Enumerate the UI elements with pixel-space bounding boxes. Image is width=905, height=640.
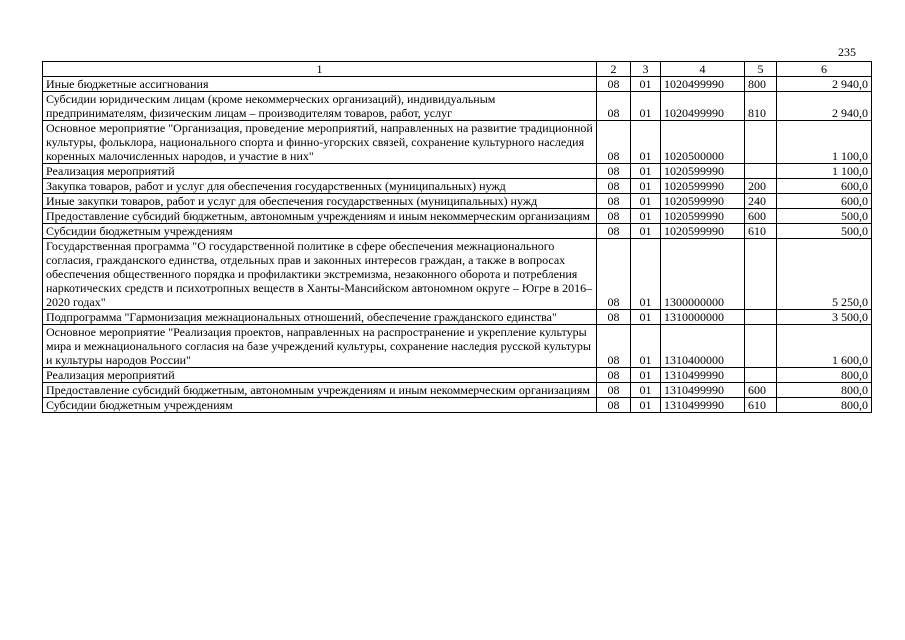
cell-c5: 600 [745,383,777,398]
cell-c3: 01 [631,325,661,368]
cell-c2: 08 [597,224,631,239]
header-cell: 2 [597,62,631,77]
cell-c6: 800,0 [777,398,872,413]
cell-name: Предоставление субсидий бюджетным, автономным учреждениям и иным некоммерческим организациям [43,209,597,224]
cell-c3: 01 [631,239,661,310]
cell-c3: 01 [631,77,661,92]
header-cell: 1 [43,62,597,77]
cell-c4: 1310499990 [661,368,745,383]
header-cell: 4 [661,62,745,77]
cell-c2: 08 [597,194,631,209]
table-row [43,325,872,368]
table-row [43,194,872,209]
table-row [43,398,872,413]
cell-c4: 1020599990 [661,194,745,209]
cell-c2: 08 [597,209,631,224]
cell-c6: 2 940,0 [777,92,872,121]
table-header-row [43,62,872,77]
cell-c5: 600 [745,209,777,224]
cell-c6: 500,0 [777,224,872,239]
cell-name: Основное мероприятие "Организация, проведение мероприятий, направленных на развитие традиционной культуры, фольклора, национального спорта и финно-угорских связей, сохранение культурного наследия коренных малочисленных народов, и участие в них" [43,121,597,164]
cell-c4: 1310400000 [661,325,745,368]
cell-c2: 08 [597,310,631,325]
cell-c5: 240 [745,194,777,209]
cell-c6: 600,0 [777,179,872,194]
table-row [43,77,872,92]
cell-c2: 08 [597,368,631,383]
cell-c4: 1310499990 [661,383,745,398]
table-row [43,164,872,179]
table-row [43,310,872,325]
cell-c3: 01 [631,121,661,164]
cell-c3: 01 [631,179,661,194]
cell-c3: 01 [631,164,661,179]
table-row [43,239,872,310]
cell-c5 [745,121,777,164]
cell-c5: 610 [745,224,777,239]
cell-c4: 1020499990 [661,77,745,92]
page-number: 235 [838,45,856,59]
cell-c5: 800 [745,77,777,92]
budget-table [42,61,872,413]
cell-c3: 01 [631,368,661,383]
cell-c4: 1020599990 [661,179,745,194]
cell-c3: 01 [631,383,661,398]
cell-c3: 01 [631,398,661,413]
cell-name: Основное мероприятие "Реализация проектов, направленных на распространение и укрепление культуры мира и межнационального согласия на базе учреждений культуры, сохранение наследия русской культуры и культуры народов России" [43,325,597,368]
cell-c4: 1020499990 [661,92,745,121]
cell-c2: 08 [597,179,631,194]
cell-c2: 08 [597,239,631,310]
cell-c4: 1020599990 [661,224,745,239]
cell-c5 [745,239,777,310]
cell-c6: 5 250,0 [777,239,872,310]
cell-c5 [745,164,777,179]
cell-name: Государственная программа "О государственной политике в сфере обеспечения межнационального согласия, гражданского единства, отдельных прав и законных интересов граждан, а также в вопросах обеспечения общественного порядка и профилактики экстремизма, незаконного оборота и потребления наркотических средств и психотропных веществ в Ханты-Мансийском автономном округе – Югре в 2016–2020 годах" [43,239,597,310]
cell-c5: 810 [745,92,777,121]
cell-name: Иные закупки товаров, работ и услуг для обеспечения государственных (муниципальных) нужд [43,194,597,209]
cell-name: Подпрограмма "Гармонизация межнациональных отношений, обеспечение гражданского единства" [43,310,597,325]
cell-name: Предоставление субсидий бюджетным, автономным учреждениям и иным некоммерческим организациям [43,383,597,398]
cell-c2: 08 [597,325,631,368]
cell-name: Закупка товаров, работ и услуг для обеспечения государственных (муниципальных) нужд [43,179,597,194]
cell-c5 [745,368,777,383]
cell-c3: 01 [631,92,661,121]
table-row [43,92,872,121]
cell-c5: 200 [745,179,777,194]
cell-c2: 08 [597,121,631,164]
table-row [43,383,872,398]
cell-c5 [745,310,777,325]
cell-c6: 2 940,0 [777,77,872,92]
cell-name: Субсидии бюджетным учреждениям [43,398,597,413]
cell-c3: 01 [631,194,661,209]
header-cell: 6 [777,62,872,77]
header-cell: 3 [631,62,661,77]
cell-c5: 610 [745,398,777,413]
cell-c2: 08 [597,77,631,92]
table-row [43,179,872,194]
cell-c3: 01 [631,209,661,224]
cell-c2: 08 [597,164,631,179]
cell-c6: 800,0 [777,368,872,383]
cell-c4: 1020500000 [661,121,745,164]
cell-c2: 08 [597,92,631,121]
table-row [43,224,872,239]
cell-name: Субсидии юридическим лицам (кроме некоммерческих организаций), индивидуальным предпринимателям, физическим лицам – производителям товаров, работ, услуг [43,92,597,121]
cell-c5 [745,325,777,368]
header-cell: 5 [745,62,777,77]
cell-c2: 08 [597,398,631,413]
table-row [43,121,872,164]
table-row [43,209,872,224]
cell-c6: 3 500,0 [777,310,872,325]
cell-name: Субсидии бюджетным учреждениям [43,224,597,239]
cell-c3: 01 [631,310,661,325]
cell-c6: 500,0 [777,209,872,224]
cell-c3: 01 [631,224,661,239]
cell-c6: 800,0 [777,383,872,398]
cell-name: Реализация мероприятий [43,368,597,383]
cell-c4: 1310499990 [661,398,745,413]
cell-c6: 1 600,0 [777,325,872,368]
cell-c4: 1300000000 [661,239,745,310]
cell-name: Иные бюджетные ассигнования [43,77,597,92]
cell-name: Реализация мероприятий [43,164,597,179]
cell-c2: 08 [597,383,631,398]
cell-c6: 1 100,0 [777,121,872,164]
cell-c6: 600,0 [777,194,872,209]
table-row [43,368,872,383]
cell-c4: 1310000000 [661,310,745,325]
cell-c4: 1020599990 [661,209,745,224]
cell-c6: 1 100,0 [777,164,872,179]
cell-c4: 1020599990 [661,164,745,179]
